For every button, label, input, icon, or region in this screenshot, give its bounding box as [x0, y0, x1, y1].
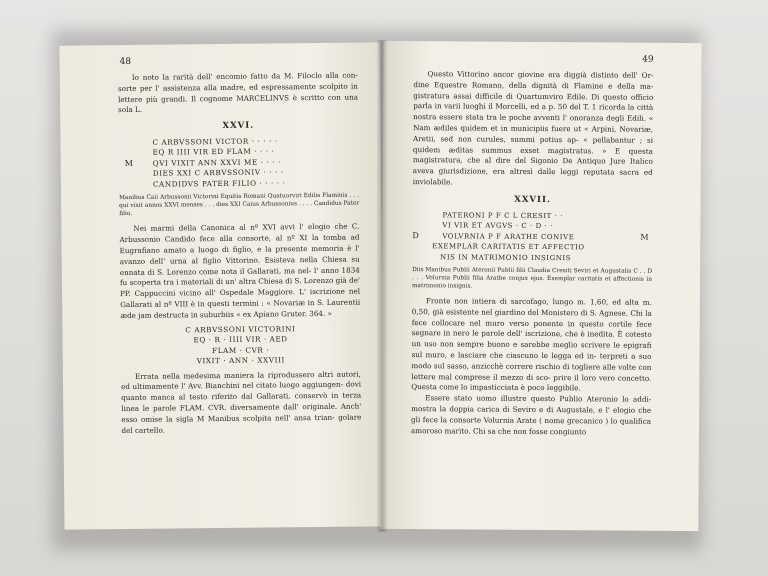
- inscription-line: PATERONI P F C L CRESIT · ·: [442, 210, 564, 220]
- right-paragraph-3: [411, 393, 651, 438]
- inscription-line: EXEMPLAR CARITATIS ET AFFECTIO: [432, 242, 585, 252]
- text-line: su ennata di S. Lorenzo come nota il Gallarati, ma nel-: [119, 254, 360, 277]
- text-line: Manibus Caii Arbussonii Victorini Equitis Romani Quatuorviri: [119, 193, 302, 202]
- left-page: [59, 42, 384, 529]
- text-line: che gli fece la consorte Volurnia Arate ( nome grecanico ): [411, 405, 652, 426]
- text-line: le epigrafi sul muro, e lasciare che ciascuno le legga ed in-: [411, 340, 652, 361]
- text-line: dovi quanto manca al testo riferito dal Gallarati, conservò in: [121, 380, 362, 403]
- inscription-margin-left-letter: D: [412, 230, 420, 240]
- text-line: l' anno 1834 fu scoperta tra i materiali di un' altra Chiesa di: [119, 265, 360, 288]
- inscription-line: FLAM · CVR ·: [212, 345, 270, 355]
- inscription-line: DIES XXI C ARBVSSONIV · · · ·: [152, 167, 284, 179]
- left-paragraph-2: [121, 369, 362, 436]
- text-line: Nei marmi della Canonica al nº XVI avvi l' elogio che: [133, 222, 348, 234]
- text-line: Exemplar caritatis et affectionis in matrimonio insignis.: [411, 276, 653, 290]
- inscription-line: CANDIDVS PATER FILIO · · · · ·: [152, 178, 286, 189]
- text-line: « pellabantur ; si quidem æditas summus exset magistratus. »: [412, 135, 654, 156]
- book-gutter: [377, 40, 387, 532]
- text-line: È cotesto un uso non sempre buono e sarebbe meglio scrivere: [411, 329, 652, 350]
- transcription-xxvi: [119, 192, 359, 219]
- text-line: Caius Arbussonius . . . . Candidus Pater filio.: [119, 201, 360, 218]
- text-line: mostra la doppia carica di Seviro e di Augustale, e l' elogio: [411, 404, 636, 415]
- right-paragraph-2: [411, 296, 652, 395]
- text-line: Io noto la rarità dell' encomio fatto da M. Filoclo alla con-: [131, 70, 358, 82]
- text-line: Fronte non intiera di sarcofago, lungo m. 1,60, ed alta: [425, 296, 639, 307]
- text-line: ed ultimamente l' Avv. Bianchini nel citato luogo aggiungen-: [121, 380, 344, 392]
- text-line: « ex Apiano Gruter. 364. »: [236, 308, 332, 319]
- left-paragraph-1: [119, 222, 360, 322]
- left-page-number: 48: [119, 56, 132, 68]
- text-line: in lettere più grandi. Il cognome MARCELINVS è scritto con: [117, 81, 358, 104]
- text-line: Jure Italico aveva giurisdizione, era altresì dalle leggi reputata: [412, 156, 653, 177]
- transcription-xxvii: [412, 266, 652, 292]
- text-line: terza linea le parole FLAM. CVR. diversamente dall' originale.: [121, 390, 362, 414]
- text-line: è l' avanzo dell' urna al figlio Vittorino. Esisteva nella Chiesa: [119, 243, 360, 266]
- right-page-body: [411, 69, 654, 438]
- text-line: Chi la fece collocare nel muro verso ponente in questo cortile: [411, 308, 652, 329]
- section-heading-xxvii: XXVII.: [514, 194, 551, 205]
- text-line: sorte per l' assistenza alla madre, ed espressamente scolpito: [117, 81, 348, 93]
- text-line: Errata nella medesima maniera la riprodussero altri autori,: [134, 369, 361, 381]
- inscription-xxvi: [118, 136, 359, 191]
- text-line: gistratura assai difficile di Quartumviro Edile. Di questo officio: [413, 90, 654, 102]
- left-page-body: [118, 71, 362, 437]
- text-line: togliere alle volte con lettere mal comprese il mezzo di sco-: [411, 362, 652, 382]
- text-line: una sola L.: [118, 92, 359, 115]
- inscription-line: QVI VIXIT ANN XXVI ME · · · ·: [152, 157, 281, 168]
- inscription-line: NIS IN MATRIMONIO INSIGNIS: [440, 252, 572, 262]
- text-line: poco leggibile.: [527, 383, 581, 393]
- text-line: m. 0,50, già esistente nel giardino del Monistero di S. Agnese.: [411, 297, 652, 318]
- text-line: terpreti a suo modo sul sasso, anzicchè correre rischio di: [411, 351, 652, 372]
- inscription-xxvii: [412, 210, 652, 264]
- inscription-line: VI VIR ET AVGVS · C · D · ·: [442, 221, 553, 231]
- text-line: fece segnare in nero le parole dell' iscrizione, che è inedita.: [411, 319, 652, 339]
- text-line: dine Equestre Romano, della dignità di Flamine e della ma-: [413, 79, 654, 91]
- text-line: S. Lorenzo già de' PP. Cappuccini vicino all' Ospedale Maggiore.: [120, 276, 360, 299]
- text-line: lo qualifica amoroso marito. Chi sa che non fosse congiunto: [410, 416, 652, 436]
- text-line: L' iscrizione nel Gallarati al nº VIII è in questi termini :: [120, 286, 361, 310]
- text-line: Diis Manibus Publii Ateronii Publii filii Claudia Cresiti Seviri: [412, 267, 591, 275]
- inscription-line: EQ · R · IIII VIR · AED: [193, 334, 288, 345]
- text-line: degli Edili. « Nam ædiles quidem et in municipiis fuere ut: [413, 113, 654, 134]
- right-paragraph-1: [413, 69, 654, 189]
- text-line: E questa magistratura, che al dire del Sigonio De Antiquo: [412, 146, 653, 166]
- inscription-line: C ARBVSSONI VICTOR · · · · ·: [152, 136, 278, 147]
- text-line: sacra ed inviolabile.: [412, 167, 653, 187]
- text-line: « Arpini, Novariæ, Aretii, sed non curules, summi potius ap-: [412, 124, 654, 145]
- text-line: Questo Vittorino ancor giovine era diggià distinto dell' Or-: [427, 69, 654, 80]
- inscription-margin-right-letter: M: [640, 232, 650, 242]
- text-line: la città nostra essere stata tra le poche avventi l' onoranza: [413, 102, 654, 123]
- inscription-line: VOLVRNIA P F ARATHE CONIVE: [442, 231, 575, 241]
- text-line: « Novariæ in S. Laurentii æde jam destructa in suburbiis: [120, 297, 361, 320]
- inscription-line: EQ R IIII VIR ED FLAM · · · ·: [152, 146, 275, 158]
- inscription-gallarati: [120, 323, 360, 368]
- right-page: [380, 41, 701, 531]
- inscription-margin-letter: M: [124, 158, 134, 168]
- inscription-line: VIXIT · ANN · XXVIII: [196, 355, 285, 366]
- left-intro: [118, 71, 358, 117]
- text-line: C. Arbussonio Candido fece alla consorte, al nº XI la tomba: [119, 222, 360, 245]
- section-heading-xxvi: XXVI.: [222, 120, 255, 132]
- text-line: Edilis Flaminis . . . qui vixit annos XXVI menses . . . dies XXI: [119, 193, 360, 210]
- text-line: golare del cartello.: [121, 412, 362, 435]
- text-line: et Augustalis C . . D . . . Volurnia Publii filia Arathe conjux ejus.: [412, 268, 653, 283]
- text-line: Anch' esso omise la sigla M Manibus scolpita nell' ansa trian-: [121, 401, 362, 424]
- text-line: Essere stato uomo illustre questo Publio Ateronio lo addi-: [425, 393, 652, 405]
- right-page-number: 49: [642, 54, 654, 65]
- text-line: ad Eugrafiano amato a luogo di figlio, e la presente memoria: [119, 232, 360, 256]
- text-line: prire il loro vero concetto. Questa come lo impasticciata è: [411, 372, 652, 393]
- inscription-line: C ARBVSSONI VICTORINI: [185, 323, 296, 335]
- text-line: parla in varii luoghi il Morcelli, ed a p. 50 del T. 1 ricorda: [413, 101, 626, 112]
